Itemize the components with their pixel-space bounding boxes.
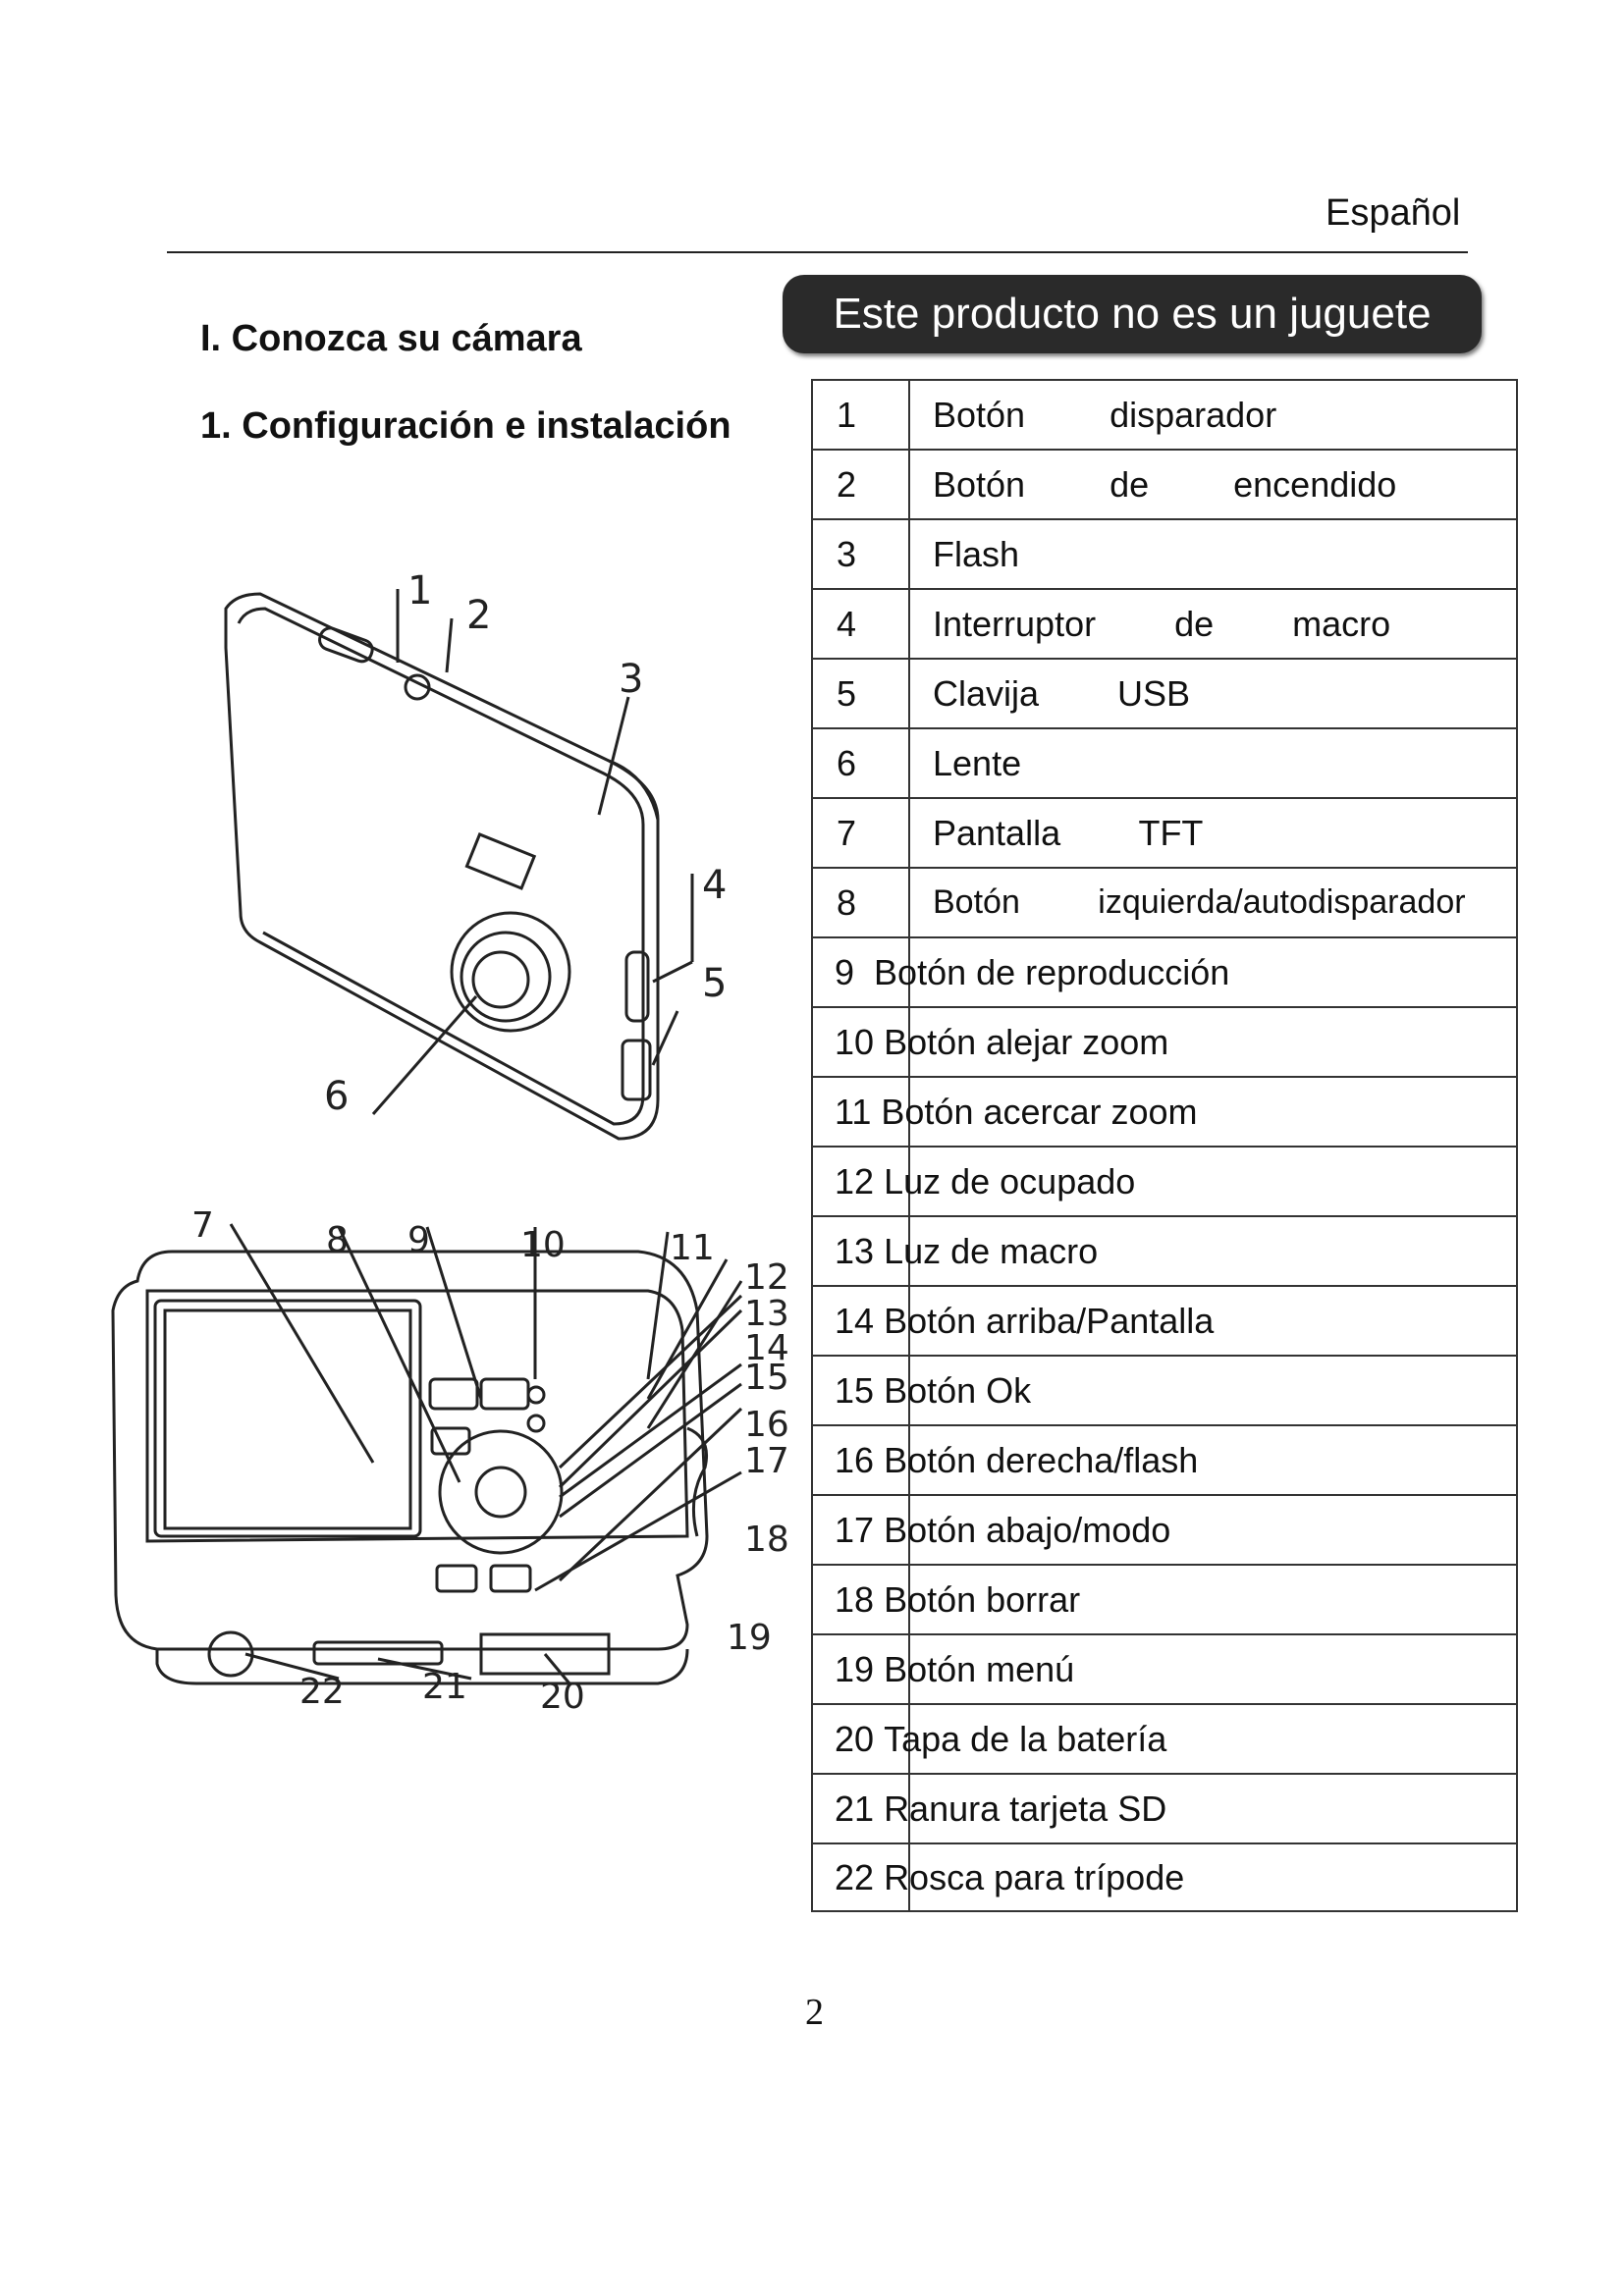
table-row: [811, 1076, 1518, 1146]
part-label: Botón arriba/Pantalla: [884, 1300, 1215, 1341]
part-entry: [835, 1844, 1184, 1910]
part-number: 7: [837, 812, 857, 853]
part-entry: [835, 1426, 1198, 1494]
part-label: Botón acercar zoom: [881, 1091, 1198, 1132]
part-label: Botón de encendido: [933, 463, 1397, 505]
back-callout-17: 17: [744, 1441, 789, 1481]
back-callout-20: 20: [540, 1677, 585, 1713]
table-row: [811, 518, 1518, 588]
part-number: 16: [835, 1439, 875, 1480]
front-callout-5: 5: [702, 961, 728, 1006]
back-callout-18: 18: [744, 1520, 789, 1560]
part-number: 1: [837, 394, 857, 435]
part-number: 9: [835, 951, 855, 992]
part-label: Botón abajo/modo: [884, 1509, 1171, 1550]
part-entry: [835, 1775, 1166, 1842]
back-callout-13: 13: [744, 1294, 789, 1334]
table-row: [811, 1703, 1518, 1773]
part-label: Botón disparador: [933, 394, 1277, 435]
part-label: Luz de ocupado: [884, 1160, 1136, 1201]
part-number: 8: [837, 881, 857, 923]
part-number: 20: [835, 1718, 875, 1759]
part-entry: [835, 938, 1229, 1006]
back-callout-11: 11: [670, 1228, 715, 1268]
table-row: [811, 1564, 1518, 1633]
part-label: Botón de reproducción: [874, 951, 1230, 992]
part-label: Clavija USB: [933, 672, 1191, 714]
part-label: Botón izquierda/autodisparador: [933, 883, 1466, 921]
part-label: Tapa de la batería: [884, 1718, 1167, 1759]
part-label: Flash: [933, 533, 1020, 574]
table-row: [811, 1146, 1518, 1215]
part-entry: [835, 1635, 1074, 1703]
header-rule: [167, 251, 1468, 253]
part-entry: [835, 1148, 1135, 1215]
back-callout-14: 14: [744, 1328, 789, 1368]
back-callout-7: 7: [191, 1205, 214, 1246]
table-row: [811, 379, 1518, 449]
table-row: [811, 1633, 1518, 1703]
parts-table: [811, 379, 1518, 1912]
front-callout-1: 1: [407, 568, 433, 614]
table-row: [811, 1494, 1518, 1564]
table-row: [811, 1006, 1518, 1076]
back-callout-15: 15: [744, 1358, 789, 1398]
part-number: 6: [837, 742, 857, 783]
part-number: 2: [837, 463, 857, 505]
part-label: Ranura tarjeta SD: [884, 1788, 1167, 1829]
camera-front-illustration: [147, 550, 785, 1168]
back-callout-19: 19: [727, 1618, 772, 1658]
part-number: 13: [835, 1230, 875, 1271]
table-row: [811, 658, 1518, 727]
part-entry: [835, 1287, 1214, 1355]
part-number: 21: [835, 1788, 875, 1829]
table-row: [811, 727, 1518, 797]
back-callout-9: 9: [407, 1220, 430, 1260]
warning-banner: Este producto no es un juguete: [783, 275, 1482, 353]
part-label: Botón borrar: [884, 1578, 1081, 1620]
part-label: Luz de macro: [884, 1230, 1099, 1271]
table-row: [811, 1424, 1518, 1494]
part-number: 19: [835, 1648, 875, 1689]
part-label: Botón Ok: [884, 1369, 1032, 1411]
part-label: Lente: [933, 742, 1022, 783]
part-number: 15: [835, 1369, 875, 1411]
part-entry: [835, 1496, 1170, 1564]
part-label: Botón menú: [884, 1648, 1075, 1689]
front-callout-4: 4: [702, 863, 728, 908]
camera-back-illustration: [98, 1202, 805, 1713]
table-row: [811, 1842, 1518, 1912]
table-row: [811, 1355, 1518, 1424]
page-number: 2: [805, 1992, 824, 2033]
part-number: 18: [835, 1578, 875, 1620]
part-number: 3: [837, 533, 857, 574]
table-row: [811, 797, 1518, 867]
part-number: 22: [835, 1856, 875, 1897]
front-callout-2: 2: [466, 593, 492, 638]
front-callout-6: 6: [324, 1074, 350, 1119]
part-number: 4: [837, 603, 857, 644]
part-number: 5: [837, 672, 857, 714]
part-entry: [835, 1217, 1098, 1285]
part-number: 17: [835, 1509, 875, 1550]
back-callout-8: 8: [326, 1220, 349, 1260]
back-callout-10: 10: [520, 1225, 566, 1265]
back-callout-16: 16: [744, 1405, 789, 1445]
front-callout-3: 3: [619, 657, 644, 702]
table-row: [811, 1773, 1518, 1842]
part-number: 12: [835, 1160, 875, 1201]
part-label: Rosca para trípode: [884, 1856, 1185, 1897]
part-label: Interruptor de macro: [933, 603, 1391, 644]
table-row: [811, 1215, 1518, 1285]
back-callout-22: 22: [299, 1672, 345, 1712]
table-row: [811, 936, 1518, 1006]
section-subtitle: 1. Configuración e instalación: [200, 405, 731, 447]
back-callout-12: 12: [744, 1257, 789, 1298]
back-callout-21: 21: [422, 1667, 467, 1707]
table-row: [811, 449, 1518, 518]
part-entry: [835, 1078, 1198, 1146]
part-number: 14: [835, 1300, 875, 1341]
part-entry: [835, 1566, 1080, 1633]
table-row: [811, 1285, 1518, 1355]
part-label: Botón derecha/flash: [884, 1439, 1199, 1480]
table-row: [811, 588, 1518, 658]
part-label: Botón alejar zoom: [884, 1021, 1169, 1062]
part-entry: [835, 1705, 1166, 1773]
part-number: 11: [835, 1091, 872, 1132]
section-title: I. Conozca su cámara: [200, 318, 582, 359]
part-number: 10: [835, 1021, 875, 1062]
table-row: [811, 867, 1518, 936]
language-label: Español: [1326, 192, 1461, 234]
part-entry: [835, 1357, 1031, 1424]
part-label: Pantalla TFT: [933, 812, 1204, 853]
part-entry: [835, 1008, 1168, 1076]
